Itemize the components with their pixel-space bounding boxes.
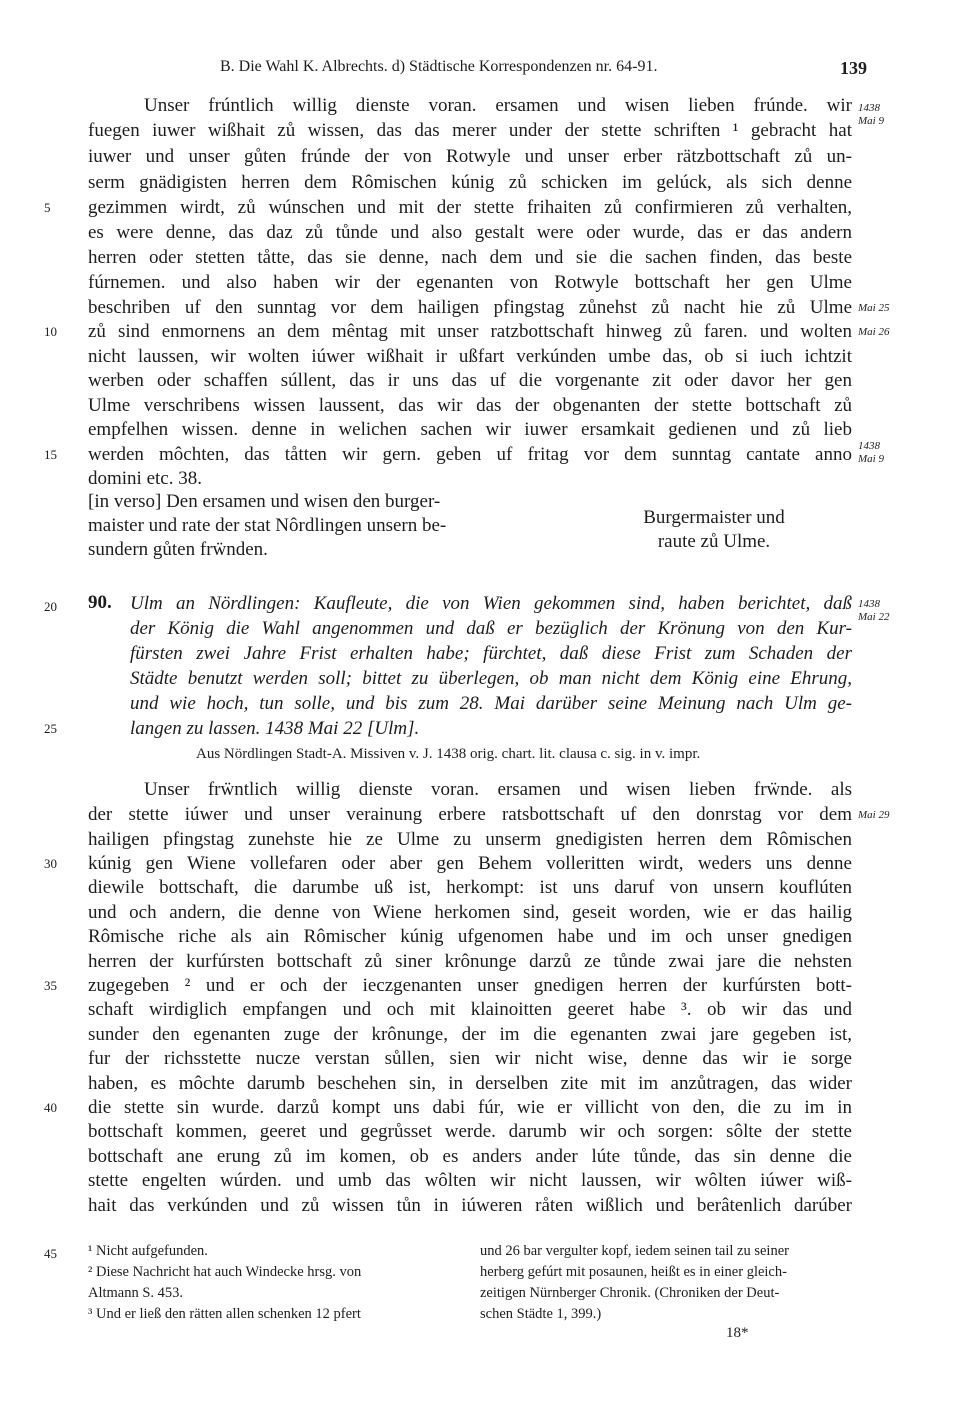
footnote-line: schen Städte 1, 399.) [480,1306,602,1322]
text-line: herren oder stetten tåtte, das sie denne, nach dem und sie die sachen finden, das beste [88,247,852,268]
address-line: maister und rate der stat Nôrdlingen unsern be- [88,515,447,536]
signature-mark: 18* [726,1325,749,1341]
summary-line: langen zu lassen. 1438 Mai 22 [Ulm]. [130,718,420,739]
text-line: gezimmen wirdt, zů wúnschen und mit der stette frihaiten zů confirmieren zů verhalten, [88,197,852,218]
margin-date [858,102,884,128]
line-number: 35 [44,978,57,993]
text-line: nicht laussen, wir wolten iúwer wißhait ir ußfart verkúnden umbe das, ob si iuch ichtzit [88,346,852,367]
text-line: hailigen pfingstag zunehste hie ze Ulme zu unserm gnedigisten herren dem Rômischen [88,829,852,850]
signature-line: raute zů Ulme. [657,531,771,552]
text-line: zů sind enmornens an dem mêntag mit unser ratzbottschaft hinweg zů faren. und wolten [88,321,852,342]
footnote-line: ³ Und er ließ den rätten allen schenken 12 pfert [88,1306,361,1322]
line-number: 30 [44,856,57,871]
margin-date: Mai 26 [858,326,890,338]
text-line: Unser frẅntlich willig dienste voran. ersamen und wisen lieben frẅnde. als [144,779,852,800]
margin-day: Mai 9 [858,115,884,127]
margin-date [858,440,884,466]
source-reference: Aus Nördlingen Stadt-A. Missiven v. J. 1438 orig. chart. lit. clausa c. sig. in v. impr. [196,746,701,762]
text-line: zugegeben ² und er och der ieczgenanten unser gnedigen herren der kurfúrsten bott- [88,975,852,996]
margin-day: Mai 9 [858,453,884,465]
margin-date [858,598,889,624]
text-line: bottschaft ane erung zů im komen, ob es anders ander lúte tůnde, das sin denne die [88,1146,852,1167]
summary-line: fürsten zwei Jahre Frist erhalten habe; fürchtet, daß diese Frist zum Schaden der [130,643,852,664]
footnote-line: ¹ Nicht aufgefunden. [88,1243,208,1259]
text-line: domini etc. 38. [88,468,202,489]
summary-line: der König die Wahl angenommen und daß er bezüglich der Krönung von den Kur- [130,618,852,639]
margin-day: Mai 22 [858,611,890,623]
signature-line: Burgermaister und [643,507,785,528]
text-line: bottschaft kommen, geeret und gegrůsset werde. darumb wir och sorgen: sôlte der stette [88,1121,852,1142]
text-line: empfelhen wissen. denne in welichen sachen wir iuwer ersamkait gedienen und zů lieb [88,419,852,440]
text-line: serm gnädigisten herren dem Rômischen kúnig zů schicken im gelúck, als sich denne [88,172,852,193]
footnote-line: herberg gefúrt mit posaunen, heißt es in einer gleich- [480,1264,787,1280]
text-line: herren der kurfúrsten bottschaft zů siner krônunge darzů ze tůnde zwai jare die nehsten [88,951,852,972]
running-header: B. Die Wahl K. Albrechts. d) Städtische Korrespondenzen nr. 64-91. [220,58,658,75]
text-line: schaft wirdiglich empfangen und och mit klainoitten geeret habe ³. ob wir das und [88,999,852,1020]
text-line: Ulme verschribens wissen laussent, das wir das der obgenanten der stette bottschaft zů [88,395,852,416]
text-line: die stette sin wurde. darzů kompt uns dabi fúr, wie er villicht von den, die zu im in [88,1097,852,1118]
summary-line: Städte benutzt werden soll; bittet zu überlegen, ob man nicht dem König eine Ehrung, [130,668,852,689]
text-line: fur der richsstette nucze verstan sůllen, sien wir nicht wise, denne das wir ie sorge [88,1048,852,1069]
text-line: und och andern, die denne von Wiene herkomen sind, geseit worden, wie er das hailig [88,902,852,923]
text-line: beschriben uf den sunntag vor dem hailigen pfingstag zůnehst zů nacht hie zů Ulme [88,297,852,318]
sender-signature [604,506,824,554]
page-number: 139 [840,58,867,78]
footnote-line: Altmann S. 453. [88,1285,184,1301]
text-line: werben oder schaffen súllent, das ir uns das uf die vorgenante zit oder davor her gen [88,370,852,391]
text-line: Unser frúntlich willig dienste voran. ersamen und wisen lieben frúnde. wir [144,95,852,116]
text-line: Rômische riche als ain Rômischer kúnig ufgenomen habe und im och unser gnedigen [88,926,852,947]
text-line: der stette iúwer und unser verainung erbere ratsbottschaft uf den donrstag vor dem [88,804,852,825]
text-line: stette engelten wúrden. und umb das wôlten wir nicht laussen, wir wôlten iúwer wiß- [88,1170,852,1191]
margin-year: 1438 [858,440,880,452]
footnote-line: zeitigen Nürnberger Chronik. (Chroniken der Deut- [480,1285,780,1301]
footnote-line: und 26 bar vergulter kopf, iedem seinen tail zu seiner [480,1243,789,1259]
text-line: iuwer und unser gůten frúnde der von Rotwyle und unser erber rätzbottschaft zů un- [88,146,852,167]
margin-year: 1438 [858,598,880,610]
text-line: sunder den egenanten zuge der krônunge, der im die egenanten zwai jare gegeben ist, [88,1024,852,1045]
text-line: fuegen iuwer wißhait zů wissen, das das merer under der stette schriften ¹ gebracht hat [88,120,852,141]
line-number: 20 [44,599,57,614]
summary-line: und wie hoch, tun solle, und bis zum 28. Mai darüber seine Meinung nach Ulm ge- [130,693,852,714]
entry-number: 90. [88,592,112,613]
address-in-verso [88,490,558,562]
address-line: sundern gůten frẅnden. [88,539,268,560]
text-line: es were denne, das daz zů tůnde und also gestalt were oder wurde, das er das andern [88,222,852,243]
text-line: fúrnemen. und also haben wir der egenanten von Rotwyle bottschaft her gen Ulme [88,272,852,293]
margin-date: Mai 25 [858,302,890,314]
text-line: werden môchten, das tåtten wir gern. geben uf fritag vor dem sunntag cantate anno [88,444,852,465]
text-line: hait das verkúnden und zů wissen tůn in iúweren råten wißlich und berâtenlich darúber [88,1195,852,1216]
line-number: 40 [44,1100,57,1115]
line-number: 25 [44,721,57,736]
line-number: 10 [44,324,57,339]
margin-year: 1438 [858,102,880,114]
text-line: haben, es môchte darumb beschehen sin, in derselben zite mit im anzůtragen, das wider [88,1073,852,1094]
address-line: [in verso] Den ersamen und wisen den burger- [88,491,441,512]
summary-line: Ulm an Nördlingen: Kaufleute, die von Wien gekommen sind, haben berichtet, daß [130,593,852,614]
margin-date: Mai 29 [858,809,890,821]
line-number: 45 [44,1246,57,1261]
line-number: 5 [44,200,51,215]
text-line: kúnig gen Wiene vollefaren oder aber gen Behem volleritten wirdt, weders uns denne [88,853,852,874]
text-line: diewile bottschaft, die darumbe uß ist, herkompt: ist uns daruf von unsern kouflúten [88,877,852,898]
line-number: 15 [44,447,57,462]
footnote-line: ² Diese Nachricht hat auch Windecke hrsg. von [88,1264,362,1280]
